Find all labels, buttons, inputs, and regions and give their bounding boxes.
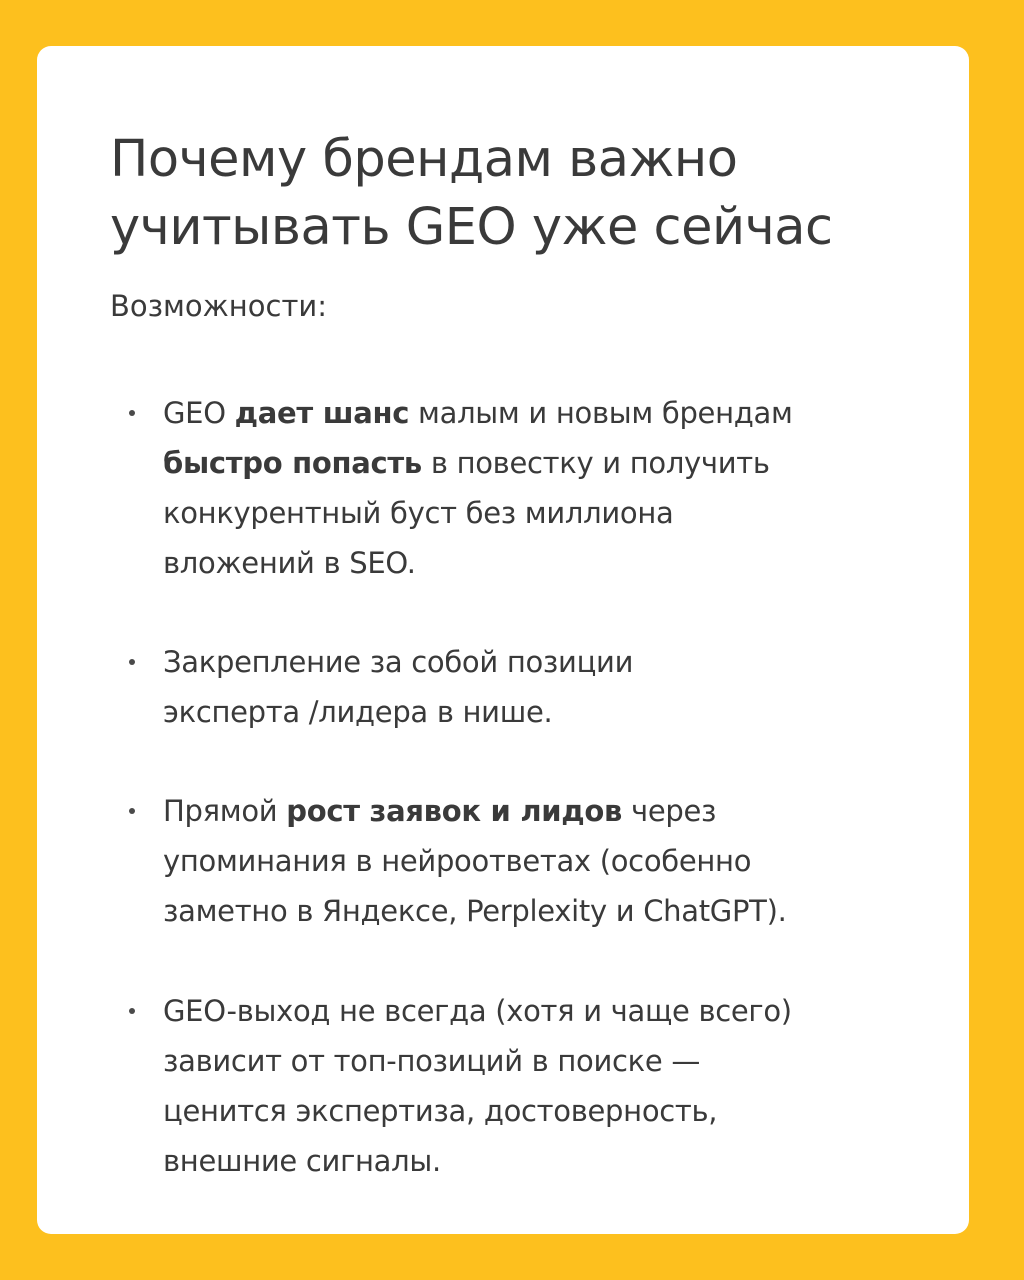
title-line-2: учитывать GEO уже сейчас xyxy=(110,198,833,257)
item-text: через xyxy=(622,794,717,828)
item-line: зависит от топ-позиций в поиске — xyxy=(163,1044,701,1078)
item-line: GEO-выход не всегда (хотя и чаще всего) xyxy=(163,994,792,1028)
item-line xyxy=(163,786,923,836)
item-bold-text: дает шанс xyxy=(234,396,410,430)
item-bold-text: рост заявок и лидов xyxy=(286,794,623,828)
list-item xyxy=(163,986,923,1186)
item-text: GEO xyxy=(163,396,235,430)
item-text: в повестку и получить xyxy=(421,446,770,480)
page-title xyxy=(110,126,930,262)
list-item xyxy=(163,388,923,588)
item-line: Закрепление за собой позиции xyxy=(163,645,634,679)
list-item xyxy=(163,637,923,737)
item-line: конкурентный буст без миллиона xyxy=(163,496,674,530)
item-line: заметно в Яндексе, Perplexity и ChatGPT). xyxy=(163,894,787,928)
bullet-dot xyxy=(129,410,135,416)
bullet-dot xyxy=(129,1008,135,1014)
bullet-dot xyxy=(129,808,135,814)
item-line: вложений в SEO. xyxy=(163,546,416,580)
item-line xyxy=(163,388,923,438)
section-subtitle: Возможности: xyxy=(110,289,327,323)
list-item xyxy=(163,786,923,936)
content-card xyxy=(37,46,969,1234)
item-text: малым и новым брендам xyxy=(409,396,793,430)
item-bold-text: быстро попасть xyxy=(163,446,422,480)
item-line xyxy=(163,438,923,488)
item-line: эксперта /лидера в нише. xyxy=(163,695,553,729)
item-text: Прямой xyxy=(163,794,287,828)
bullet-dot xyxy=(129,659,135,665)
item-line: внешние сигналы. xyxy=(163,1144,441,1178)
title-line-1: Почему брендам важно xyxy=(110,130,738,189)
item-line: ценится экспертиза, достоверность, xyxy=(163,1094,718,1128)
item-line: упоминания в нейроответах (особенно xyxy=(163,844,752,878)
